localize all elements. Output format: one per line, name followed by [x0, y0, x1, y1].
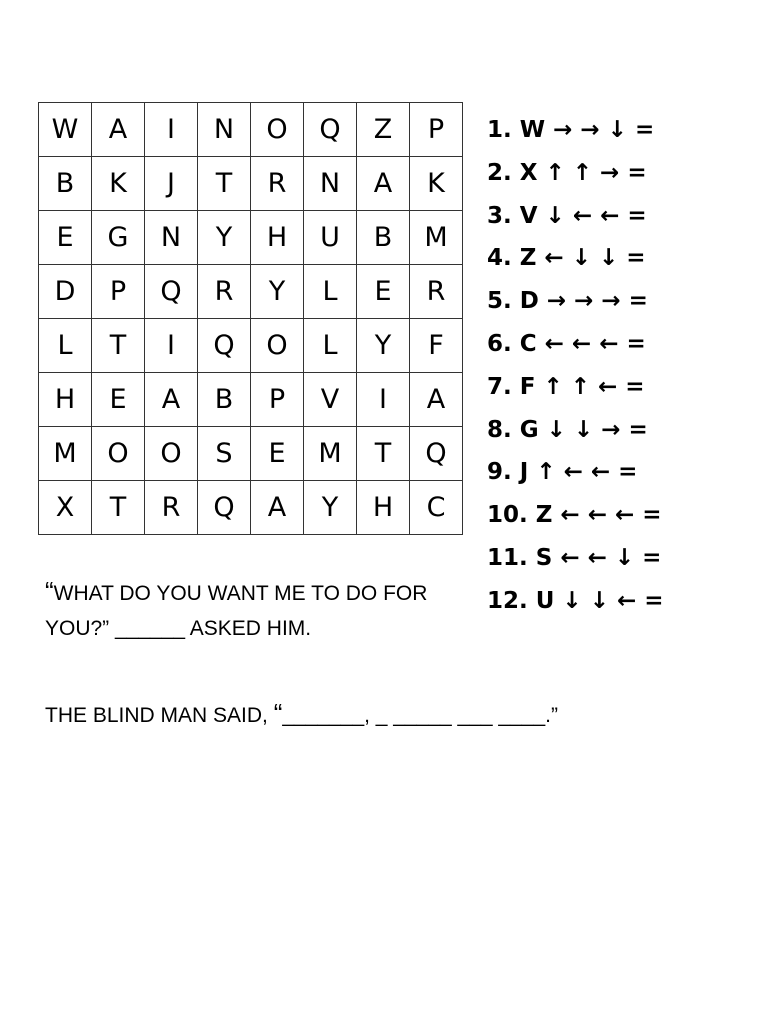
grid-row — [39, 481, 463, 535]
grid-cell: L — [304, 319, 357, 373]
grid-cell: B — [357, 211, 410, 265]
open-quote: “ — [45, 576, 54, 606]
grid-cell: D — [39, 265, 92, 319]
grid-row — [39, 265, 463, 319]
grid-cell: N — [145, 211, 198, 265]
question-line-2: YOU?” ______ ASKED HIM. — [45, 617, 312, 640]
grid-cell: M — [39, 427, 92, 481]
grid-cell: Y — [304, 481, 357, 535]
grid-cell: I — [357, 373, 410, 427]
grid-cell: A — [92, 103, 145, 157]
grid-cell: W — [39, 103, 92, 157]
grid-cell: L — [39, 319, 92, 373]
grid-cell: P — [92, 265, 145, 319]
grid-cell: U — [304, 211, 357, 265]
grid-cell: I — [145, 319, 198, 373]
grid-row — [39, 427, 463, 481]
clue-item: 1. W → → ↓ = — [487, 117, 655, 143]
grid-cell: P — [251, 373, 304, 427]
grid-cell: Q — [410, 427, 463, 481]
grid-cell: Q — [198, 319, 251, 373]
grid-cell: S — [198, 427, 251, 481]
grid-cell: K — [410, 157, 463, 211]
grid-cell: T — [198, 157, 251, 211]
clue-item: 4. Z ← ↓ ↓ = — [487, 245, 646, 272]
grid-cell: A — [357, 157, 410, 211]
grid-cell: Y — [357, 319, 410, 373]
clue-item: 9. J ↑ ← ← = — [487, 459, 638, 486]
answer-prefix: THE BLIND MAN SAID, — [45, 704, 274, 727]
clue-item: 5. D → → → = — [487, 288, 648, 315]
grid-cell: T — [92, 481, 145, 535]
clue-item: 12. U ↓ ↓ ← = — [487, 587, 664, 614]
grid-cell: P — [410, 103, 463, 157]
grid-row — [39, 157, 463, 211]
grid-cell: B — [198, 373, 251, 427]
grid-cell: R — [198, 265, 251, 319]
grid-cell: B — [39, 157, 92, 211]
clue-item: 11. S ← ← ↓ = — [487, 544, 662, 571]
clue-item: 7. F ↑ ↑ ← = — [487, 373, 645, 400]
answer-blanks: _______, _ _____ ___ ____.” — [282, 704, 558, 727]
grid-cell: R — [410, 265, 463, 319]
grid-row — [39, 319, 463, 373]
clue-item: 8. G ↓ ↓ → = — [487, 416, 648, 443]
grid-row — [39, 103, 463, 157]
grid-cell: I — [145, 103, 198, 157]
grid-cell: H — [251, 211, 304, 265]
grid-cell: Y — [251, 265, 304, 319]
clue-list — [487, 109, 664, 623]
grid-cell: E — [251, 427, 304, 481]
clue-item: 6. C ← ← ← = — [487, 330, 646, 357]
grid-cell: E — [357, 265, 410, 319]
grid-cell: H — [357, 481, 410, 535]
question-text: WHAT DO YOU WANT ME TO DO FOR — [53, 582, 428, 605]
grid-cell: E — [92, 373, 145, 427]
grid-cell: Q — [198, 481, 251, 535]
question-line-1 — [45, 576, 427, 607]
grid-row — [39, 211, 463, 265]
grid-cell: O — [92, 427, 145, 481]
grid-cell: M — [410, 211, 463, 265]
grid-cell: O — [145, 427, 198, 481]
grid-cell: G — [92, 211, 145, 265]
grid-cell: V — [304, 373, 357, 427]
grid-cell: A — [410, 373, 463, 427]
grid-cell: Q — [304, 103, 357, 157]
grid-cell: H — [39, 373, 92, 427]
grid-cell: O — [251, 319, 304, 373]
grid-cell: J — [145, 157, 198, 211]
grid-cell: A — [251, 481, 304, 535]
clue-item: 10. Z ← ← ← = — [487, 502, 662, 529]
grid-cell: K — [92, 157, 145, 211]
grid-cell: N — [304, 157, 357, 211]
grid-cell: N — [198, 103, 251, 157]
grid-cell: L — [304, 265, 357, 319]
grid-cell: A — [145, 373, 198, 427]
grid-row — [39, 373, 463, 427]
clue-item: 3. V ↓ ← ← = — [487, 202, 647, 229]
grid-cell: M — [304, 427, 357, 481]
grid-cell: O — [251, 103, 304, 157]
grid-cell: R — [145, 481, 198, 535]
letter-grid — [38, 102, 463, 535]
grid-cell: T — [92, 319, 145, 373]
open-quote: “ — [273, 698, 283, 728]
grid-cell: R — [251, 157, 304, 211]
answer-line — [45, 698, 558, 729]
grid-cell: C — [410, 481, 463, 535]
grid-cell: E — [39, 211, 92, 265]
clue-item: 2. X ↑ ↑ → = — [487, 159, 647, 186]
grid-cell: X — [39, 481, 92, 535]
grid-cell: F — [410, 319, 463, 373]
grid-cell: T — [357, 427, 410, 481]
grid-cell: Q — [145, 265, 198, 319]
grid-cell: Y — [198, 211, 251, 265]
grid-cell: Z — [357, 103, 410, 157]
